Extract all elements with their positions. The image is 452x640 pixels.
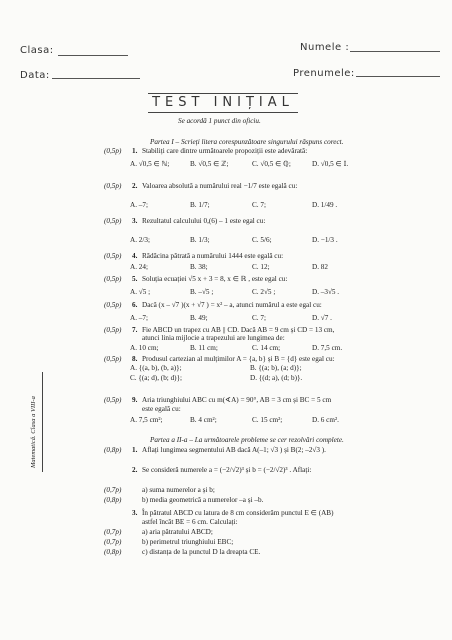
q7-option-a[interactable]: A. 10 cm; xyxy=(130,344,159,352)
q7-text-cont: atunci linia mijlocie a trapezului are lungimea de: xyxy=(142,334,285,342)
p3a-points: (0,7p) xyxy=(104,528,122,536)
q7-number: 7. xyxy=(132,326,138,334)
p2a-points: (0,7p) xyxy=(104,486,122,494)
q2-points: (0,5p) xyxy=(104,182,122,190)
p2-number: 2. xyxy=(132,466,138,474)
class-label: Clasa: xyxy=(20,45,54,56)
q7-points: (0,5p) xyxy=(104,326,122,334)
q2-text: Valoarea absolută a numărului real −1/7 este egală cu: xyxy=(142,182,298,190)
q8-number: 8. xyxy=(132,355,138,363)
q4-option-b[interactable]: B. 38; xyxy=(190,263,208,271)
q1-number: 1. xyxy=(132,147,138,155)
date-line[interactable] xyxy=(52,78,140,79)
q1-option-c[interactable]: C. √0,5 ∈ ℚ; xyxy=(252,160,291,168)
p3a-text: a) aria pătratului ABCD; xyxy=(142,528,213,536)
q3-option-a[interactable]: A. 2/3; xyxy=(130,236,150,244)
q8-option-b[interactable]: B. {(a; b), (a; d)}; xyxy=(250,364,302,372)
q6-option-b[interactable]: B. 49; xyxy=(190,314,208,322)
q9-text-cont: este egală cu: xyxy=(142,405,181,413)
q5-text: Soluția ecuației √5 x + 3 = 8, x ∈ ℝ , este egal cu: xyxy=(142,275,288,283)
p3-text: În pătratul ABCD cu latura de 8 cm considerăm punctul E ∈ (AB) xyxy=(142,509,334,517)
p1-text: Aflați lungimea segmentului AB dacă A(–1; √3 ) și B(2; –2√3 ). xyxy=(142,446,326,454)
q2-number: 2. xyxy=(132,182,138,190)
q9-option-c[interactable]: C. 15 cm²; xyxy=(252,416,283,424)
side-label: Matematică. Clasa a VIII-a xyxy=(30,396,37,468)
first-name-label: Prenumele: xyxy=(293,68,355,79)
part1-heading: Partea I – Scrieți litera corespunzătoare singurului răspuns corect. xyxy=(150,138,344,146)
q1-text: Stabiliți care dintre următoarele propoziții este adevărată: xyxy=(142,147,308,155)
side-divider xyxy=(42,372,43,472)
q3-option-d[interactable]: D. −1/3 . xyxy=(312,236,338,244)
q4-option-d[interactable]: D. 82 xyxy=(312,263,328,271)
q4-text: Rădăcina pătrată a numărului 1444 este egală cu: xyxy=(142,252,284,260)
q3-points: (0,5p) xyxy=(104,217,122,225)
q2-option-d[interactable]: D. 1/49 . xyxy=(312,201,338,209)
p3-number: 3. xyxy=(132,509,138,517)
q6-points: (0,5p) xyxy=(104,301,122,309)
q9-points: (0,5p) xyxy=(104,396,122,404)
q5-points: (0,5p) xyxy=(104,275,122,283)
q7-option-c[interactable]: C. 14 cm; xyxy=(252,344,281,352)
q5-option-a[interactable]: A. √5 ; xyxy=(130,288,151,296)
q1-points: (0,5p) xyxy=(104,147,122,155)
q2-option-a[interactable]: A. –7; xyxy=(130,201,148,209)
q5-option-d[interactable]: D. –3√5 . xyxy=(312,288,340,296)
p1-points: (0,8p) xyxy=(104,446,122,454)
name-label: Numele : xyxy=(300,42,350,53)
q2-option-b[interactable]: B. 1/7; xyxy=(190,201,210,209)
q6-option-c[interactable]: C. 7; xyxy=(252,314,266,322)
q5-option-b[interactable]: B. –√5 ; xyxy=(190,288,214,296)
q1-option-d[interactable]: D. √0,5 ∈ 𝕀. xyxy=(312,160,349,168)
p2a-text: a) suma numerelor a și b; xyxy=(142,486,215,494)
name-line[interactable] xyxy=(350,51,440,52)
q6-option-d[interactable]: D. √7 . xyxy=(312,314,332,322)
page-title: TEST INIȚIAL xyxy=(148,93,298,113)
q7-option-d[interactable]: D. 7,5 cm. xyxy=(312,344,343,352)
q8-text: Produsul cartezian al mulțimilor A = {a, b} și B = {d} este egal cu: xyxy=(142,355,335,363)
q2-option-c[interactable]: C. 7; xyxy=(252,201,266,209)
first-name-line[interactable] xyxy=(356,76,440,77)
p3c-points: (0,8p) xyxy=(104,548,122,556)
p3b-text: b) perimetrul triunghiului EBC; xyxy=(142,538,234,546)
p3c-text: c) distanța de la punctul D la dreapta CE. xyxy=(142,548,261,556)
part2-heading: Partea a II-a – La următoarele probleme se cer rezolvări complete. xyxy=(150,436,344,444)
q9-option-a[interactable]: A. 7,5 cm²; xyxy=(130,416,163,424)
q7-option-b[interactable]: B. 11 cm; xyxy=(190,344,218,352)
class-line[interactable] xyxy=(58,55,128,56)
q8-option-a[interactable]: A. {(a, b), (b, a)}; xyxy=(130,364,182,372)
q7-text: Fie ABCD un trapez cu AB || CD. Dacă AB = 9 cm și CD = 13 cm, xyxy=(142,326,335,334)
q8-option-d[interactable]: D. {(d; a), (d; b)}. xyxy=(250,374,303,382)
p3-text-cont: astfel încât BE = 6 cm. Calculați: xyxy=(142,518,238,526)
q6-text: Dacă (x – √7 )(x + √7 ) = x² – a, atunci numărul a este egal cu: xyxy=(142,301,322,309)
q4-option-a[interactable]: A. 24; xyxy=(130,263,148,271)
q8-points: (0,5p) xyxy=(104,355,122,363)
q3-option-c[interactable]: C. 5/6; xyxy=(252,236,272,244)
q1-option-b[interactable]: B. √0,5 ∈ ℤ; xyxy=(190,160,229,168)
p3b-points: (0,7p) xyxy=(104,538,122,546)
q3-number: 3. xyxy=(132,217,138,225)
q9-text: Aria triunghiului ABC cu m(∢A) = 90°, AB = 3 cm și BC = 5 cm xyxy=(142,396,332,404)
p2b-points: (0,8p) xyxy=(104,496,122,504)
p1-number: 1. xyxy=(132,446,138,454)
q9-option-b[interactable]: B. 4 cm²; xyxy=(190,416,217,424)
p2-text: Se consideră numerele a = (−2/√2)³ și b = (−2/√2)³ . Aflați: xyxy=(142,466,312,474)
date-label: Data: xyxy=(20,70,50,81)
q4-points: (0,5p) xyxy=(104,252,122,260)
q8-option-c[interactable]: C. {(a; d), (b; d)}; xyxy=(130,374,183,382)
q5-number: 5. xyxy=(132,275,138,283)
q9-number: 9. xyxy=(132,396,138,404)
p2b-text: b) media geometrică a numerelor –a și –b. xyxy=(142,496,264,504)
subtitle: Se acordă 1 punct din oficiu. xyxy=(178,117,261,125)
q3-text: Rezultatul calculului 0,(6) – 1 este egal cu: xyxy=(142,217,266,225)
q4-number: 4. xyxy=(132,252,138,260)
q3-option-b[interactable]: B. 1/3; xyxy=(190,236,210,244)
q9-option-d[interactable]: D. 6 cm². xyxy=(312,416,339,424)
q4-option-c[interactable]: C. 12; xyxy=(252,263,270,271)
q6-number: 6. xyxy=(132,301,138,309)
q5-option-c[interactable]: C. 2√5 ; xyxy=(252,288,276,296)
q6-option-a[interactable]: A. –7; xyxy=(130,314,148,322)
q1-option-a[interactable]: A. √0,5 ∈ ℕ; xyxy=(130,160,170,168)
